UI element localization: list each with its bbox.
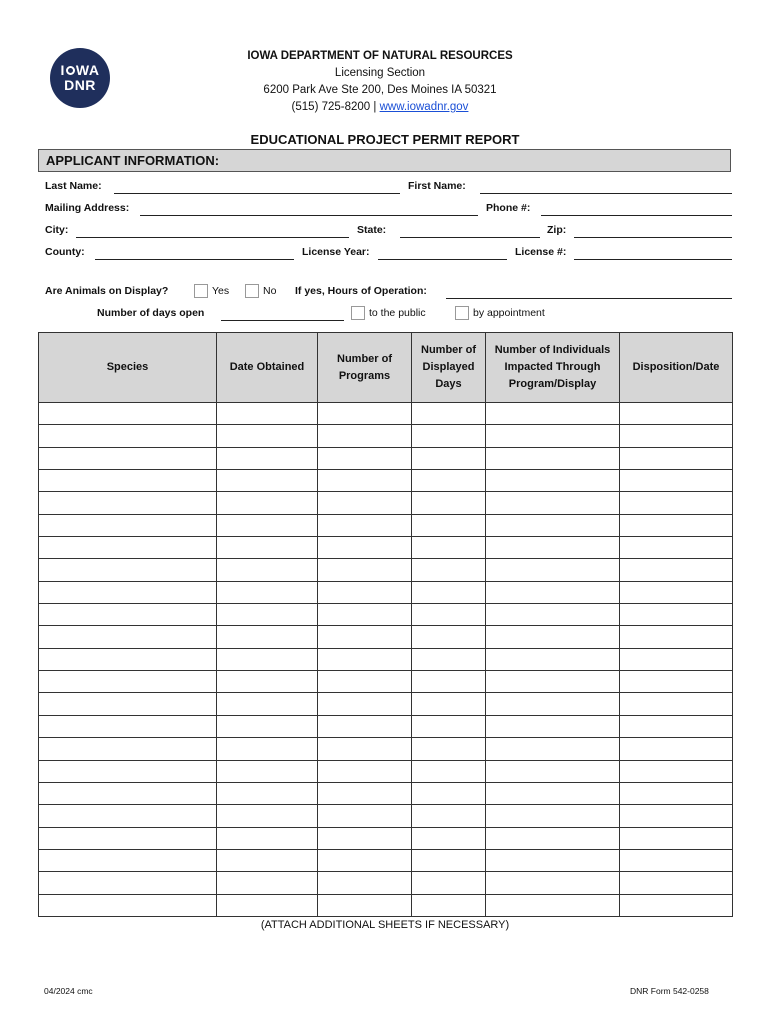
table-cell[interactable]	[620, 648, 733, 670]
table-cell[interactable]	[217, 849, 318, 871]
county-field[interactable]	[95, 259, 294, 260]
table-cell[interactable]	[39, 447, 217, 469]
license-number-label: License #:	[515, 246, 567, 258]
table-row	[39, 693, 733, 715]
attach-additional-note: (ATTACH ADDITIONAL SHEETS IF NECESSARY)	[260, 919, 510, 931]
table-cell[interactable]	[217, 514, 318, 536]
logo-o-circle	[66, 66, 75, 75]
table-cell[interactable]	[39, 894, 217, 916]
table-cell[interactable]	[318, 470, 412, 492]
license-number-field[interactable]	[574, 259, 732, 260]
mailing-address-label: Mailing Address:	[45, 202, 130, 214]
table-cell[interactable]	[39, 403, 217, 425]
table-cell[interactable]	[39, 715, 217, 737]
table-cell[interactable]	[412, 648, 486, 670]
table-cell[interactable]	[486, 738, 620, 760]
table-cell[interactable]	[412, 827, 486, 849]
table-cell[interactable]	[486, 581, 620, 603]
table-cell[interactable]	[620, 581, 733, 603]
table-row	[39, 403, 733, 425]
page-title: EDUCATIONAL PROJECT PERMIT REPORT	[250, 132, 520, 147]
table-cell[interactable]	[412, 492, 486, 514]
table-cell[interactable]	[318, 782, 412, 804]
table-cell[interactable]	[217, 872, 318, 894]
table-cell[interactable]	[318, 514, 412, 536]
table-cell[interactable]	[412, 894, 486, 916]
table-cell[interactable]	[486, 447, 620, 469]
no-label: No	[263, 285, 277, 297]
table-cell[interactable]	[412, 514, 486, 536]
col-header-date-obtained: Date Obtained	[217, 333, 318, 403]
agency-address: 6200 Park Ave Ste 200, Des Moines IA 50321	[263, 84, 497, 96]
yes-checkbox[interactable]	[194, 284, 208, 298]
table-row	[39, 827, 733, 849]
to-public-checkbox[interactable]	[351, 306, 365, 320]
table-cell[interactable]	[318, 581, 412, 603]
logo-line-2: DNR	[64, 77, 96, 93]
table-row	[39, 760, 733, 782]
table-cell[interactable]	[217, 581, 318, 603]
table-cell[interactable]	[486, 872, 620, 894]
table-cell[interactable]	[217, 559, 318, 581]
table-cell[interactable]	[318, 403, 412, 425]
iowa-dnr-logo	[50, 48, 110, 108]
table-cell[interactable]	[318, 872, 412, 894]
city-field[interactable]	[76, 237, 349, 238]
table-cell[interactable]	[412, 849, 486, 871]
table-cell[interactable]	[412, 715, 486, 737]
table-cell[interactable]	[412, 604, 486, 626]
last-name-label: Last Name:	[45, 180, 102, 192]
phone-label: Phone #:	[486, 202, 531, 214]
first-name-field[interactable]	[480, 193, 732, 194]
state-label: State:	[357, 224, 387, 236]
by-appointment-checkbox[interactable]	[455, 306, 469, 320]
table-cell[interactable]	[217, 470, 318, 492]
table-cell[interactable]	[620, 805, 733, 827]
table-cell[interactable]	[486, 492, 620, 514]
table-cell[interactable]	[486, 403, 620, 425]
table-cell[interactable]	[39, 693, 217, 715]
table-cell[interactable]	[486, 470, 620, 492]
col-header-individuals-impacted: Number of Individuals Impacted Through Program/Display	[486, 333, 620, 403]
table-cell[interactable]	[620, 849, 733, 871]
table-row	[39, 514, 733, 536]
table-cell[interactable]	[412, 425, 486, 447]
table-cell[interactable]	[318, 626, 412, 648]
table-row	[39, 604, 733, 626]
table-cell[interactable]	[412, 671, 486, 693]
table-cell[interactable]	[620, 626, 733, 648]
table-cell[interactable]	[412, 581, 486, 603]
table-cell[interactable]	[318, 604, 412, 626]
col-header-number-of-programs: Number of Programs	[318, 333, 412, 403]
table-cell[interactable]	[39, 470, 217, 492]
col-header-disposition-date: Disposition/Date	[620, 333, 733, 403]
table-cell[interactable]	[620, 559, 733, 581]
license-year-field[interactable]	[378, 259, 507, 260]
table-cell[interactable]	[318, 738, 412, 760]
table-cell[interactable]	[217, 492, 318, 514]
table-cell[interactable]	[620, 537, 733, 559]
table-cell[interactable]	[318, 849, 412, 871]
table-cell[interactable]	[412, 403, 486, 425]
agency-phone: (515) 725-8200 |	[291, 101, 377, 113]
table-row	[39, 537, 733, 559]
table-row	[39, 492, 733, 514]
agency-contact	[180, 99, 580, 116]
table-cell[interactable]	[217, 425, 318, 447]
table-cell[interactable]	[318, 447, 412, 469]
table-cell[interactable]	[412, 805, 486, 827]
table-cell[interactable]	[620, 425, 733, 447]
table-cell[interactable]	[217, 671, 318, 693]
county-label: County:	[45, 246, 85, 258]
table-cell[interactable]	[620, 872, 733, 894]
agency-header	[180, 48, 580, 116]
table-cell[interactable]	[486, 671, 620, 693]
table-cell[interactable]	[39, 805, 217, 827]
table-cell[interactable]	[620, 492, 733, 514]
table-cell[interactable]	[486, 559, 620, 581]
table-row	[39, 872, 733, 894]
species-report-table	[38, 332, 733, 917]
table-cell[interactable]	[412, 447, 486, 469]
table-cell[interactable]	[486, 648, 620, 670]
hours-of-operation-field[interactable]	[446, 298, 732, 299]
zip-label: Zip:	[547, 224, 567, 236]
table-row	[39, 626, 733, 648]
table-cell[interactable]	[318, 492, 412, 514]
table-cell[interactable]	[318, 805, 412, 827]
table-row	[39, 581, 733, 603]
table-cell[interactable]	[217, 626, 318, 648]
table-cell[interactable]	[39, 581, 217, 603]
table-cell[interactable]	[217, 827, 318, 849]
to-public-label: to the public	[369, 307, 426, 319]
table-cell[interactable]	[412, 872, 486, 894]
table-cell[interactable]	[39, 738, 217, 760]
table-cell[interactable]	[217, 604, 318, 626]
table-cell[interactable]	[318, 760, 412, 782]
table-cell[interactable]	[620, 604, 733, 626]
table-row	[39, 447, 733, 469]
table-cell[interactable]	[217, 805, 318, 827]
table-cell[interactable]	[217, 447, 318, 469]
table-row	[39, 849, 733, 871]
last-name-field[interactable]	[114, 193, 400, 194]
applicant-section-header: APPLICANT INFORMATION:	[38, 149, 731, 172]
table-cell[interactable]	[318, 693, 412, 715]
col-header-species: Species	[39, 333, 217, 403]
table-cell[interactable]	[486, 894, 620, 916]
table-cell[interactable]	[486, 425, 620, 447]
table-cell[interactable]	[486, 805, 620, 827]
table-cell[interactable]	[620, 447, 733, 469]
city-label: City:	[45, 224, 69, 236]
phone-field[interactable]	[541, 215, 732, 216]
table-cell[interactable]	[486, 514, 620, 536]
table-cell[interactable]	[39, 604, 217, 626]
table-row	[39, 559, 733, 581]
table-row	[39, 805, 733, 827]
table-cell[interactable]	[39, 760, 217, 782]
table-row	[39, 894, 733, 916]
days-open-label: Number of days open	[97, 307, 205, 319]
table-cell[interactable]	[318, 827, 412, 849]
by-appointment-label: by appointment	[473, 307, 545, 319]
table-cell[interactable]	[620, 470, 733, 492]
table-cell[interactable]	[217, 738, 318, 760]
table-row	[39, 425, 733, 447]
table-cell[interactable]	[620, 514, 733, 536]
table-cell[interactable]	[620, 403, 733, 425]
table-cell[interactable]	[412, 693, 486, 715]
table-cell[interactable]	[217, 760, 318, 782]
table-cell[interactable]	[39, 492, 217, 514]
table-cell[interactable]	[318, 559, 412, 581]
table-cell[interactable]	[486, 604, 620, 626]
table-cell[interactable]	[486, 693, 620, 715]
table-body	[39, 403, 733, 917]
table-cell[interactable]	[217, 403, 318, 425]
table-cell[interactable]	[39, 849, 217, 871]
footer-form-number: DNR Form 542-0258	[630, 986, 709, 996]
logo-text-wa: WA	[75, 62, 100, 78]
table-row	[39, 782, 733, 804]
yes-label: Yes	[212, 285, 230, 297]
no-checkbox[interactable]	[245, 284, 259, 298]
table-cell[interactable]	[412, 537, 486, 559]
table-cell[interactable]	[39, 425, 217, 447]
table-cell[interactable]	[486, 782, 620, 804]
table-row	[39, 470, 733, 492]
mailing-address-field[interactable]	[140, 215, 478, 216]
table-cell[interactable]	[486, 760, 620, 782]
state-field[interactable]	[400, 237, 540, 238]
table-cell[interactable]	[620, 782, 733, 804]
table-cell[interactable]	[486, 626, 620, 648]
table-cell[interactable]	[217, 537, 318, 559]
logo-line-1	[61, 63, 100, 78]
col-header-displayed-days: Number of Displayed Days	[412, 333, 486, 403]
table-cell[interactable]	[620, 693, 733, 715]
table-cell[interactable]	[620, 738, 733, 760]
table-cell[interactable]	[39, 648, 217, 670]
table-cell[interactable]	[412, 782, 486, 804]
table-cell[interactable]	[620, 715, 733, 737]
footer-revision: 04/2024 cmc	[44, 986, 93, 996]
table-cell[interactable]	[39, 782, 217, 804]
table-row	[39, 715, 733, 737]
table-cell[interactable]	[217, 894, 318, 916]
hours-of-operation-label: If yes, Hours of Operation:	[295, 285, 427, 297]
table-cell[interactable]	[486, 827, 620, 849]
agency-section: Licensing Section	[334, 67, 426, 79]
table-cell[interactable]	[318, 425, 412, 447]
table-cell[interactable]	[318, 537, 412, 559]
table-cell[interactable]	[217, 782, 318, 804]
table-cell[interactable]	[39, 671, 217, 693]
table-row	[39, 671, 733, 693]
animals-display-question: Are Animals on Display?	[45, 285, 169, 297]
zip-field[interactable]	[574, 237, 732, 238]
table-cell[interactable]	[486, 537, 620, 559]
table-cell[interactable]	[412, 559, 486, 581]
table-cell[interactable]	[620, 894, 733, 916]
logo-text-i: I	[60, 62, 65, 78]
table-cell[interactable]	[412, 626, 486, 648]
table-cell[interactable]	[217, 715, 318, 737]
table-cell[interactable]	[318, 648, 412, 670]
table-cell[interactable]	[486, 715, 620, 737]
table-cell[interactable]	[486, 849, 620, 871]
table-cell[interactable]	[318, 671, 412, 693]
table-cell[interactable]	[412, 738, 486, 760]
table-cell[interactable]	[39, 872, 217, 894]
table-cell[interactable]	[217, 693, 318, 715]
table-cell[interactable]	[39, 537, 217, 559]
table-cell[interactable]	[412, 470, 486, 492]
agency-name: IOWA DEPARTMENT OF NATURAL RESOURCES	[247, 50, 513, 62]
days-open-field[interactable]	[221, 320, 344, 321]
table-row	[39, 738, 733, 760]
first-name-label: First Name:	[408, 180, 466, 192]
table-cell[interactable]	[620, 827, 733, 849]
table-cell[interactable]	[39, 626, 217, 648]
table-row	[39, 648, 733, 670]
license-year-label: License Year:	[302, 246, 370, 258]
table-cell[interactable]	[39, 559, 217, 581]
table-header-row	[39, 333, 733, 403]
table-cell[interactable]	[217, 648, 318, 670]
table-cell[interactable]	[620, 760, 733, 782]
table-cell[interactable]	[412, 760, 486, 782]
table-cell[interactable]	[620, 671, 733, 693]
table-cell[interactable]	[39, 827, 217, 849]
table-cell[interactable]	[39, 514, 217, 536]
table-cell[interactable]	[318, 715, 412, 737]
agency-website-link[interactable]: www.iowadnr.gov	[379, 101, 469, 113]
table-cell[interactable]	[318, 894, 412, 916]
